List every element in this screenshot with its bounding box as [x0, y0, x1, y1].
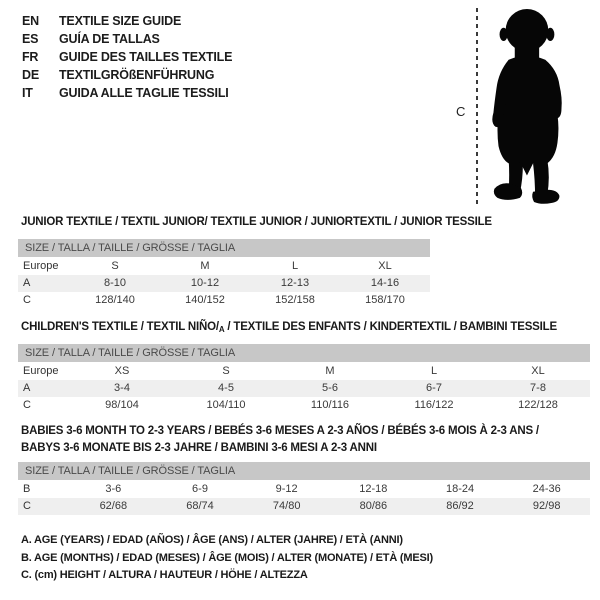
size-header-bar: SIZE / TALLA / TAILLE / GRÖSSE / TAGLIA: [18, 344, 590, 362]
size-cell: 110/116: [310, 399, 350, 411]
size-cell: 122/128: [518, 399, 558, 411]
language-label: GUIDA ALLE TAGLIE TESSILI: [59, 86, 229, 100]
language-code: DE: [22, 68, 39, 82]
table-row-europe: [18, 258, 430, 275]
row-label: C: [23, 294, 31, 306]
heading-text: CHILDREN'S TEXTILE / TEXTIL NIÑO/: [21, 321, 219, 333]
size-cell: XL: [531, 365, 545, 377]
language-list: [22, 12, 232, 102]
heading-subscript: A: [218, 325, 225, 334]
size-cell: XL: [378, 260, 392, 272]
measure-label-c: C: [456, 104, 466, 119]
size-cell: 80/86: [359, 500, 388, 512]
size-cell: 104/110: [206, 399, 246, 411]
size-cell: 18-24: [445, 483, 475, 495]
size-cell: 9-12: [275, 483, 298, 495]
size-cell: 92/98: [532, 500, 561, 512]
size-cell: 68/74: [186, 500, 214, 512]
size-cell: 4-5: [218, 382, 234, 394]
size-cell: 128/140: [95, 294, 135, 306]
language-row-es: [22, 30, 232, 48]
row-label: Europe: [23, 260, 59, 272]
size-cell: S: [222, 365, 230, 377]
size-cell: 3-4: [114, 382, 130, 394]
language-label: TEXTILGRÖßENFÜHRUNG: [59, 68, 215, 82]
footnote-b: B. AGE (MONTHS) / EDAD (MESES) / ÂGE (MOIS) / ALTER (MONATE) / ETÀ (MESI): [21, 551, 433, 564]
language-code: IT: [22, 86, 33, 100]
size-cell: XS: [114, 365, 130, 377]
size-cell: 140/152: [185, 294, 225, 306]
size-cell: 3-6: [105, 483, 122, 495]
size-cell: 12-18: [359, 483, 388, 495]
babies-size-table: [18, 462, 590, 515]
size-cell: 86/92: [446, 500, 474, 512]
junior-size-table: [18, 239, 430, 309]
table-row-height: [18, 397, 590, 414]
heading-text: / TEXTILE DES ENFANTS / KINDERTEXTIL / BAMBINI TESSILE: [224, 321, 557, 333]
table-row-europe: [18, 363, 590, 380]
table-row-height: [18, 498, 590, 515]
size-cell: 6-9: [192, 483, 208, 495]
size-cell: 8-10: [103, 277, 127, 289]
size-cell: L: [291, 260, 299, 272]
size-header-bar: SIZE / TALLA / TAILLE / GRÖSSE / TAGLIA: [18, 462, 590, 480]
language-row-fr: [22, 48, 232, 66]
size-cell: L: [430, 365, 438, 377]
table-row-age: [18, 380, 590, 397]
language-row-de: [22, 66, 232, 84]
size-cell: S: [111, 260, 119, 272]
size-cell: 116/122: [414, 399, 454, 411]
footnote-a: A. AGE (YEARS) / EDAD (AÑOS) / ÂGE (ANS) / ALTER (JAHRE) / ETÀ (ANNI): [21, 534, 403, 546]
size-cell: 10-12: [190, 277, 220, 289]
row-label: C: [23, 500, 31, 512]
table-row-age: [18, 275, 430, 292]
children-size-table: [18, 344, 590, 414]
row-label: A: [23, 277, 31, 289]
language-row-en: [22, 12, 232, 30]
size-cell: 158/170: [365, 294, 405, 306]
size-cell: 12-13: [280, 277, 310, 289]
language-row-it: [22, 84, 232, 102]
size-header-bar: SIZE / TALLA / TAILLE / GRÖSSE / TAGLIA: [18, 239, 430, 257]
language-label: GUIDE DES TAILLES TEXTILE: [59, 50, 233, 64]
heading-line2: BABYS 3-6 MONATE BIS 2-3 JAHRE / BAMBINI 3-6 MESI A 2-3 ANNI: [21, 442, 377, 454]
language-code: EN: [22, 14, 39, 28]
section-heading-junior: JUNIOR TEXTILE / TEXTIL JUNIOR/ TEXTILE JUNIOR / JUNIORTEXTIL / JUNIOR TESSILE: [21, 216, 492, 228]
size-cell: 6-7: [426, 382, 442, 394]
row-label: B: [23, 483, 31, 495]
footnote-c: C. (cm) HEIGHT / ALTURA / HAUTEUR / HÖHE / ALTEZZA: [21, 569, 308, 581]
baby-silhouette-icon: [488, 9, 572, 205]
heading-line1: BABIES 3-6 MONTH TO 2-3 YEARS / BEBÉS 3-6 MESES A 2-3 AÑOS / BÉBÉS 3-6 MOIS À 2-3 ANS /: [21, 425, 539, 437]
section-heading-children: [21, 319, 557, 338]
row-label: C: [23, 399, 31, 411]
language-code: ES: [22, 32, 39, 46]
table-row-age-months: [18, 481, 590, 498]
section-heading-babies: [21, 423, 539, 457]
size-cell: 152/158: [275, 294, 315, 306]
height-measure-dashed-line: [476, 8, 478, 208]
size-cell: 7-8: [530, 382, 546, 394]
size-cell: 5-6: [322, 382, 338, 394]
language-label: TEXTILE SIZE GUIDE: [59, 14, 182, 28]
size-cell: 14-16: [370, 277, 400, 289]
footnote-legend: [21, 532, 433, 585]
language-code: FR: [22, 50, 39, 64]
size-cell: M: [200, 260, 210, 272]
size-cell: M: [325, 365, 335, 377]
row-label: A: [23, 382, 31, 394]
row-label: Europe: [23, 365, 59, 377]
size-cell: 24-36: [532, 483, 561, 495]
table-row-height: [18, 292, 430, 309]
size-cell: 74/80: [272, 500, 301, 512]
size-cell: 98/104: [105, 399, 139, 411]
size-cell: 62/68: [99, 500, 128, 512]
language-label: GUÍA DE TALLAS: [59, 32, 160, 46]
